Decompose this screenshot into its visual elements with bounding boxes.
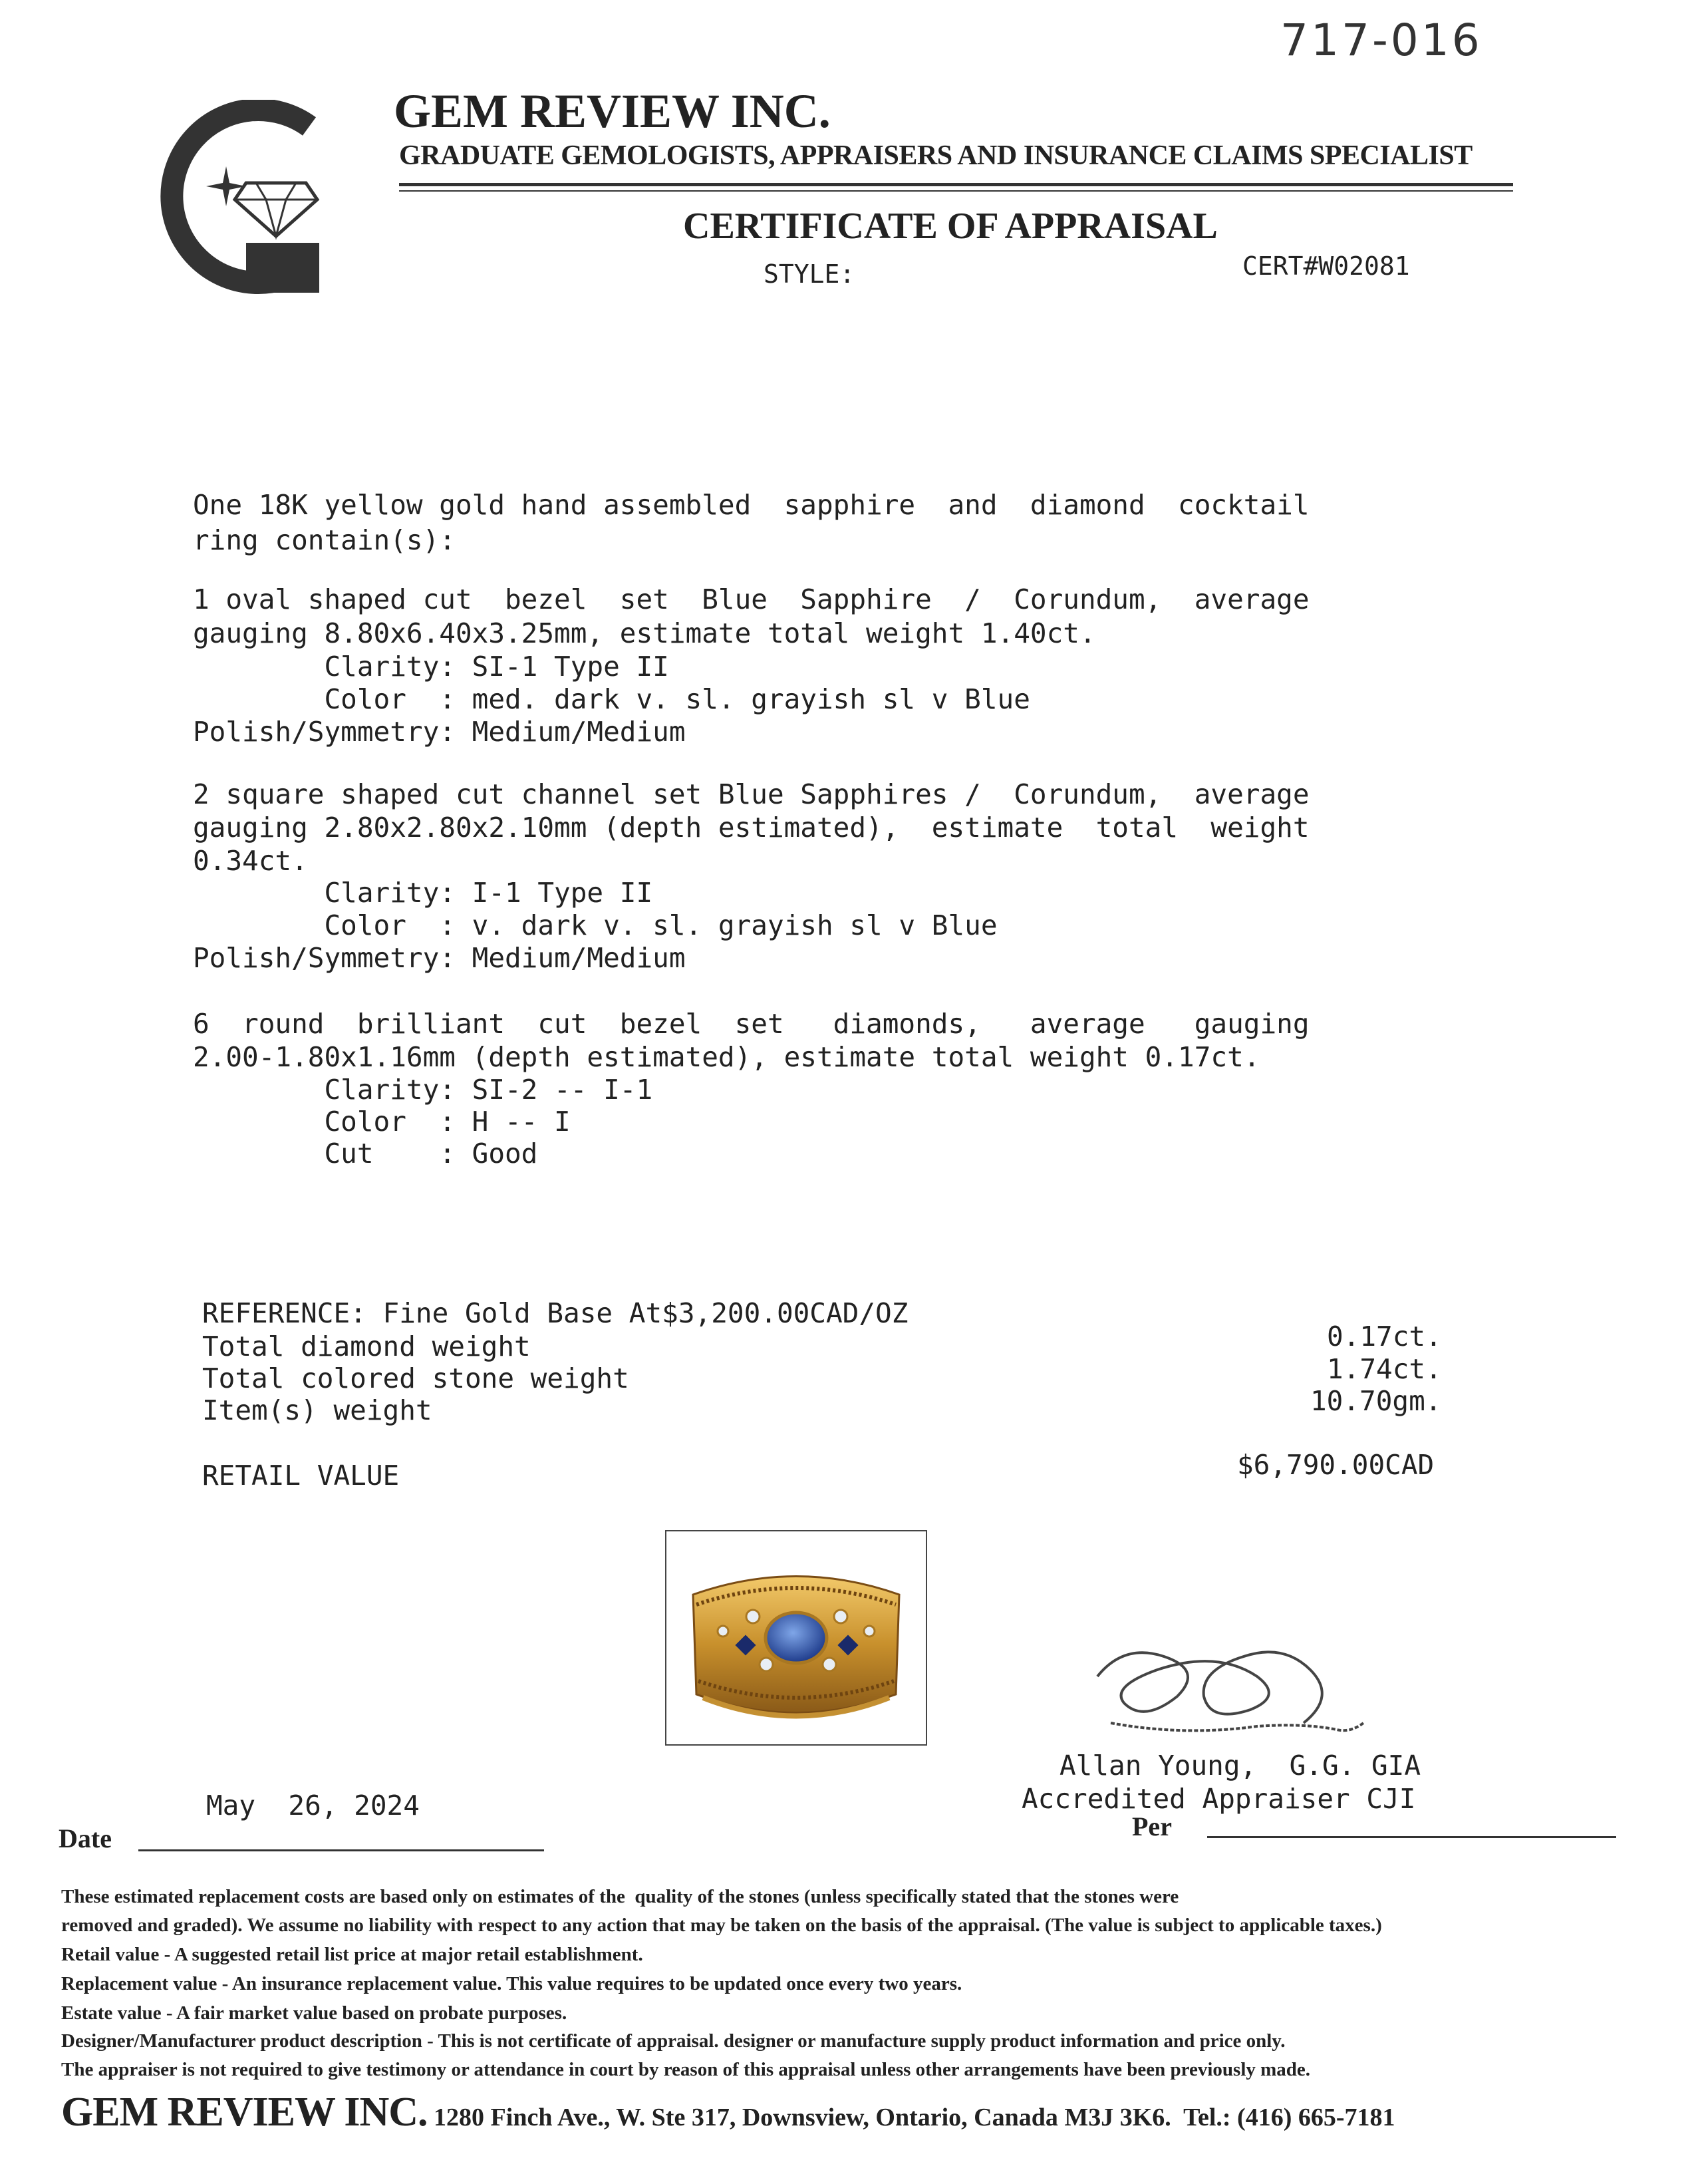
appraiser-name: Allan Young, G.G. GIA	[1059, 1750, 1421, 1782]
date-signature-line	[138, 1849, 544, 1851]
disclaimer-line: Designer/Manufacturer product description - This is not certificate of appraisal. designer or manufacture supply product information and price only.	[61, 2030, 1286, 2052]
appraiser-signature	[1084, 1623, 1417, 1756]
stone-1-clarity: Clarity: SI-1 Type II	[193, 651, 669, 683]
header-rule	[399, 183, 1513, 186]
ring-image	[666, 1531, 926, 1744]
gem-review-logo-icon	[143, 100, 336, 299]
ring-photo	[665, 1530, 927, 1746]
stone-2-description: 0.34ct.	[193, 845, 308, 877]
retail-value-label: RETAIL VALUE	[202, 1460, 400, 1491]
item-weight-label: Item(s) weight	[202, 1394, 432, 1426]
disclaimer-line: Retail value - A suggested retail list price at major retail establishment.	[61, 1944, 643, 1965]
stone-2-clarity: Clarity: I-1 Type II	[193, 877, 653, 909]
disclaimer-line: These estimated replacement costs are based only on estimates of the quality of the stones (unless specifically stated that the stones were	[61, 1886, 1179, 1907]
certificate-number: CERT#W02081	[1242, 251, 1410, 281]
stone-3-cut: Cut : Good	[193, 1138, 538, 1170]
style-label: STYLE:	[764, 259, 855, 289]
disclaimer-line: Replacement value - An insurance replacement value. This value requires to be updated once every two years.	[61, 1973, 962, 1994]
total-diamond-weight-value: 0.17ct.	[1327, 1321, 1442, 1352]
footer-company-name: GEM REVIEW INC.	[61, 2090, 428, 2135]
header-rule-thin	[399, 190, 1513, 192]
company-name: GEM REVIEW INC.	[394, 84, 831, 138]
reference-line: REFERENCE: Fine Gold Base At$3,200.00CAD/OZ	[202, 1297, 909, 1329]
disclaimer-line: The appraiser is not required to give testimony or attendance in court by reason of this appraisal unless other arrangements have been previously made.	[61, 2059, 1311, 2080]
stone-3-description: 6 round brilliant cut bezel set diamonds, average gauging	[193, 1008, 1310, 1040]
description-line: ring contain(s):	[193, 524, 456, 556]
company-tagline: GRADUATE GEMOLOGISTS, APPRAISERS AND INSURANCE CLAIMS SPECIALIST	[399, 140, 1473, 171]
stone-1-description: gauging 8.80x6.40x3.25mm, estimate total weight 1.40ct.	[193, 617, 1096, 649]
footer-address	[61, 2089, 1395, 2136]
stone-2-description: 2 square shaped cut channel set Blue Sapphires / Corundum, average	[193, 778, 1310, 810]
total-colored-stone-weight-value: 1.74ct.	[1327, 1353, 1442, 1385]
total-colored-stone-weight-label: Total colored stone weight	[202, 1362, 629, 1394]
date-label: Date	[59, 1823, 112, 1853]
total-diamond-weight-label: Total diamond weight	[202, 1330, 531, 1362]
handwritten-reference-number: 717-016	[1280, 15, 1482, 66]
stone-1-description: 1 oval shaped cut bezel set Blue Sapphire / Corundum, average	[193, 583, 1310, 615]
certificate-title: CERTIFICATE OF APPRAISAL	[683, 206, 1218, 247]
disclaimer-line: Estate value - A fair market value based on probate purposes.	[61, 2002, 567, 2024]
stone-3-clarity: Clarity: SI-2 -- I-1	[193, 1074, 653, 1106]
stone-1-color: Color : med. dark v. sl. grayish sl v Blue	[193, 683, 1030, 715]
stone-1-polish: Polish/Symmetry: Medium/Medium	[193, 716, 686, 748]
item-weight-value: 10.70gm.	[1310, 1385, 1442, 1417]
appraiser-title: Accredited Appraiser CJI	[1022, 1783, 1416, 1815]
disclaimer-line: removed and graded). We assume no liability with respect to any action that may be taken on the basis of the appraisal. (The value is subject to applicable taxes.)	[61, 1915, 1382, 1936]
retail-value-amount: $6,790.00CAD	[1237, 1449, 1435, 1481]
per-signature-line	[1207, 1836, 1616, 1838]
stone-3-description: 2.00-1.80x1.16mm (depth estimated), estimate total weight 0.17ct.	[193, 1041, 1260, 1073]
per-label: Per	[1132, 1811, 1172, 1841]
stone-2-polish: Polish/Symmetry: Medium/Medium	[193, 942, 686, 974]
appraisal-date: May 26, 2024	[206, 1790, 420, 1821]
stone-3-color: Color : H -- I	[193, 1106, 571, 1138]
footer-address-text: 1280 Finch Ave., W. Ste 317, Downsview, Ontario, Canada M3J 3K6. Tel.: (416) 665-7181	[427, 2104, 1395, 2131]
description-line: One 18K yellow gold hand assembled sapphire and diamond cocktail	[193, 489, 1310, 521]
stone-2-description: gauging 2.80x2.80x2.10mm (depth estimated), estimate total weight	[193, 812, 1310, 844]
stone-2-color: Color : v. dark v. sl. grayish sl v Blue	[193, 909, 998, 941]
